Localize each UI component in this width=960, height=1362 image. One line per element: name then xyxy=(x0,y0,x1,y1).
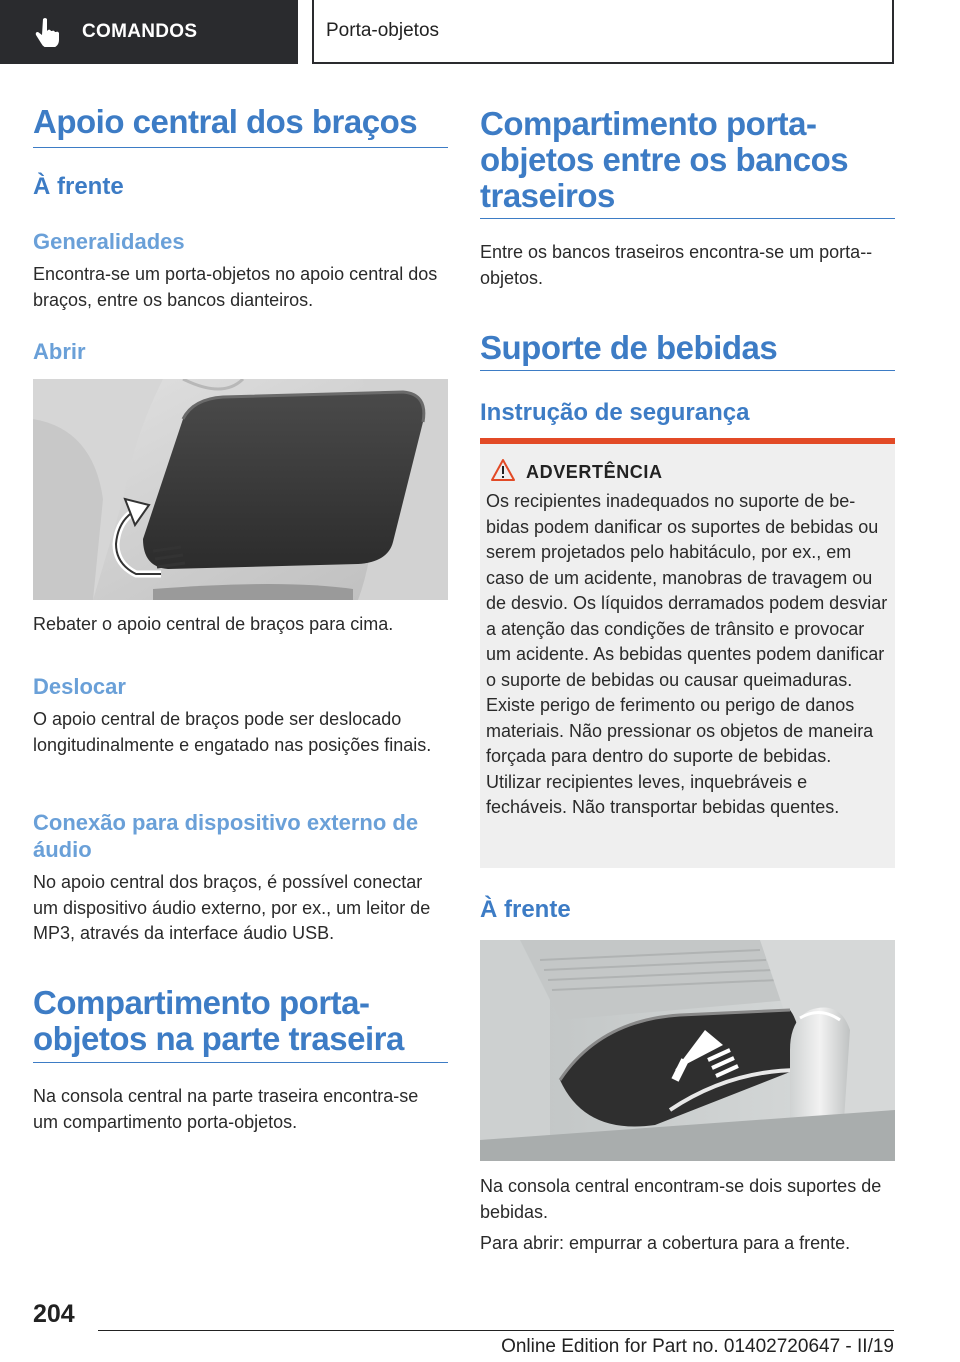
paragraph-rear: Na consola central na parte traseira encontra-se um compartimento porta-objetos. xyxy=(33,1086,419,1132)
page-number: 204 xyxy=(33,1300,75,1328)
heading-rule xyxy=(33,1062,448,1063)
heading-general: Generalidades xyxy=(33,229,185,254)
warning-title: ADVERTÊNCIA xyxy=(526,462,663,482)
cupholder-photo xyxy=(480,940,895,1161)
armrest-photo xyxy=(33,379,448,600)
heading-between-seats: Compartimento porta-objetos entre os bancos traseiros xyxy=(480,105,849,214)
heading-open: Abrir xyxy=(33,339,86,364)
heading-audio: Conexão para dispositivo externo de áudio xyxy=(33,810,419,862)
paragraph-open: Rebater o apoio central de braços para cima. xyxy=(33,614,394,634)
paragraph-between-seats: Entre os bancos traseiros encontra-se um porta--objetos. xyxy=(480,242,873,288)
heading-front-left: À frente xyxy=(33,173,124,200)
heading-rear: Compartimento porta-objetos na parte traseira xyxy=(33,984,404,1057)
warning-box xyxy=(480,444,895,868)
hand-pointer-icon xyxy=(34,17,60,47)
paragraph-open-cover: Para abrir: empurrar a cobertura para a frente. xyxy=(480,1233,851,1253)
section-tab xyxy=(312,0,894,64)
heading-front-right: À frente xyxy=(480,896,571,923)
paragraph-general: Encontra-se um porta-objetos no apoio central dos braços, entre os bancos dianteiros. xyxy=(33,264,438,310)
heading-armrest: Apoio central dos braços xyxy=(33,103,418,140)
paragraph-cupholders: Na consola central encontram-se dois suportes de bebidas. xyxy=(480,1176,882,1222)
warning-triangle-icon xyxy=(490,458,516,482)
warning-text: Os recipientes inadequados no suporte de bebidas podem danificar os suportes de bebidas ou serem projetados pelo habitáculo, por ex., em caso de um acidente, manobras de travagem ou de desvio. Os líquidos derramados podem desviar a atenção das condições de trânsito e provocar um acidente. As bebidas quentes podem danificar o suporte de bebidas ou causar queimaduras. Existe perigo de ferimento ou perigo de danos materiais. Não pressionar os objetos de maneira forçada para dentro do suporte de bebidas. Utilizar recipientes leves, inquebráveis e fecháveis. Não transportar bebidas quentes. xyxy=(486,491,888,817)
chapter-title: COMANDOS xyxy=(82,21,198,42)
heading-move: Deslocar xyxy=(33,674,126,699)
paragraph-audio: No apoio central dos braços, é possível conectar um dispositivo áudio externo, por ex., um leitor de MP3, através da interface áudio USB. xyxy=(33,872,431,943)
paragraph-move: O apoio central de braços pode ser deslocado longitudinalmente e engatado nas posições finais. xyxy=(33,709,432,755)
heading-cupholders: Suporte de bebidas xyxy=(480,329,778,366)
section-title: Porta-objetos xyxy=(326,20,440,41)
edition-line: Online Edition for Part no. 01402720647 - II/19 xyxy=(501,1336,894,1357)
chapter-tab xyxy=(0,0,298,64)
heading-rule xyxy=(33,147,448,148)
footer-rule xyxy=(98,1330,894,1331)
heading-safety: Instrução de segurança xyxy=(480,399,750,426)
heading-rule xyxy=(480,218,895,219)
heading-rule xyxy=(480,370,895,371)
